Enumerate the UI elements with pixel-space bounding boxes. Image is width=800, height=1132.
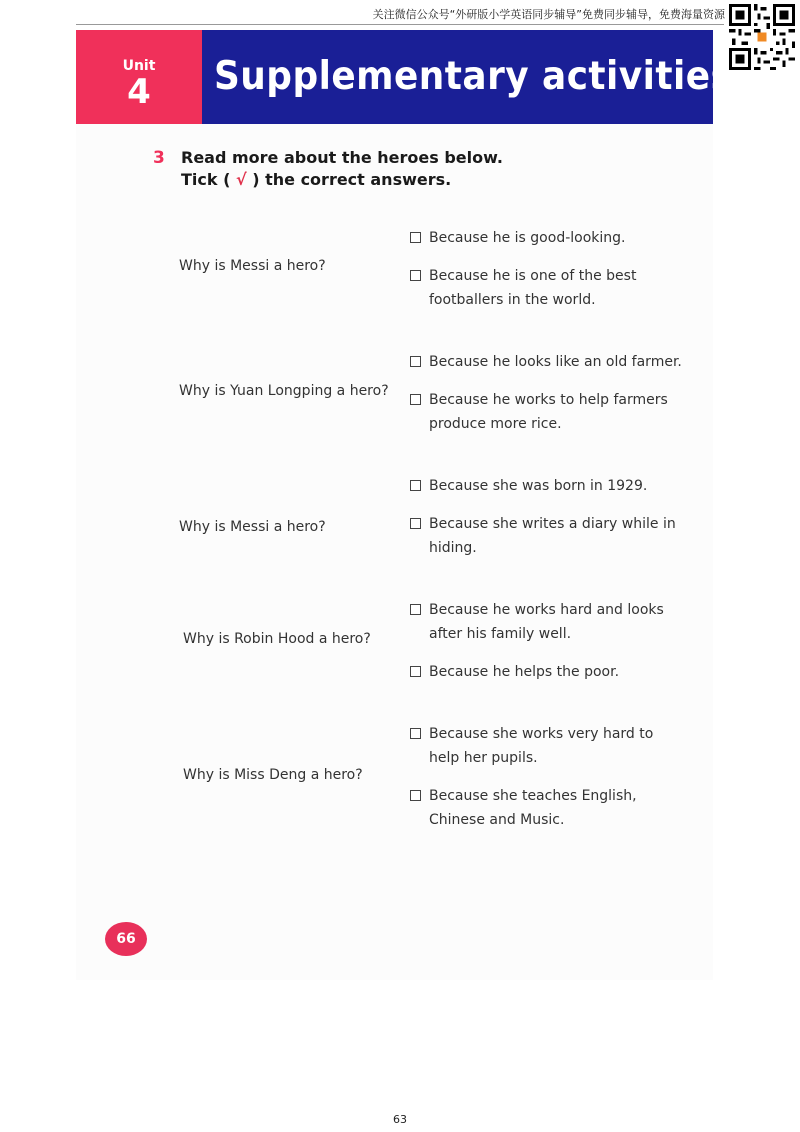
option-2a[interactable] [410,350,682,374]
footer-page-number: 63 [393,1113,407,1126]
header-note: 关注微信公众号“外研版小学英语同步辅导”免费同步辅导，免费海量资源 [372,8,725,21]
checkbox-1a[interactable] [410,232,421,243]
checkbox-2a[interactable] [410,356,421,367]
checkbox-2b[interactable] [410,394,421,405]
page-title: Supplementary activities [214,54,733,99]
question-3: Why is Messi a hero? [179,519,326,535]
option-2a-text: Because he looks like an old farmer. [429,354,682,370]
option-5a-text: Because she works very hard to help her pupils. [429,726,654,766]
option-4b-text: Because he helps the poor. [429,664,620,680]
title-banner [202,30,733,124]
header-divider [76,24,724,25]
option-5a[interactable] [410,722,653,770]
option-2b-text: Because he works to help farmers produce more rice. [429,392,668,432]
option-1a-text: Because he is good-looking. [429,230,626,246]
qr-code-icon [729,4,795,70]
option-3b-text: Because she writes a diary while in hiding. [429,516,676,556]
option-2b[interactable] [410,388,668,436]
question-5: Why is Miss Deng a hero? [183,767,363,783]
option-5b[interactable] [410,784,637,832]
question-1: Why is Messi a hero? [179,258,326,274]
option-1a[interactable] [410,226,625,250]
option-4a-text: Because he works hard and looks after his family well. [429,602,664,642]
task-instruction-line2 [181,170,451,189]
task-number: 3 [153,148,165,168]
question-2: Why is Yuan Longping a hero? [179,383,389,399]
instruction-text-before: Tick ( [181,170,236,189]
checkbox-4b[interactable] [410,666,421,677]
option-1b[interactable] [410,264,636,312]
tick-mark-icon: √ [235,170,247,189]
checkbox-5b[interactable] [410,790,421,801]
option-1b-text: Because he is one of the best footballers in the world. [429,268,637,308]
option-4a[interactable] [410,598,664,646]
checkbox-3b[interactable] [410,518,421,529]
option-5b-text: Because she teaches English, Chinese and Music. [429,788,637,828]
checkbox-4a[interactable] [410,604,421,615]
option-3b[interactable] [410,512,676,560]
unit-badge [76,30,202,124]
unit-label: Unit [122,58,156,74]
option-4b[interactable] [410,660,619,684]
unit-number: 4 [127,72,151,112]
option-3a-text: Because she was born in 1929. [429,478,648,494]
checkbox-1b[interactable] [410,270,421,281]
question-4: Why is Robin Hood a hero? [183,631,371,647]
instruction-text-after: ) the correct answers. [246,170,452,189]
option-3a[interactable] [410,474,647,498]
book-page-number-badge: 66 [105,922,147,956]
task-instruction-line1: Read more about the heroes below. [181,148,503,167]
checkbox-3a[interactable] [410,480,421,491]
checkbox-5a[interactable] [410,728,421,739]
